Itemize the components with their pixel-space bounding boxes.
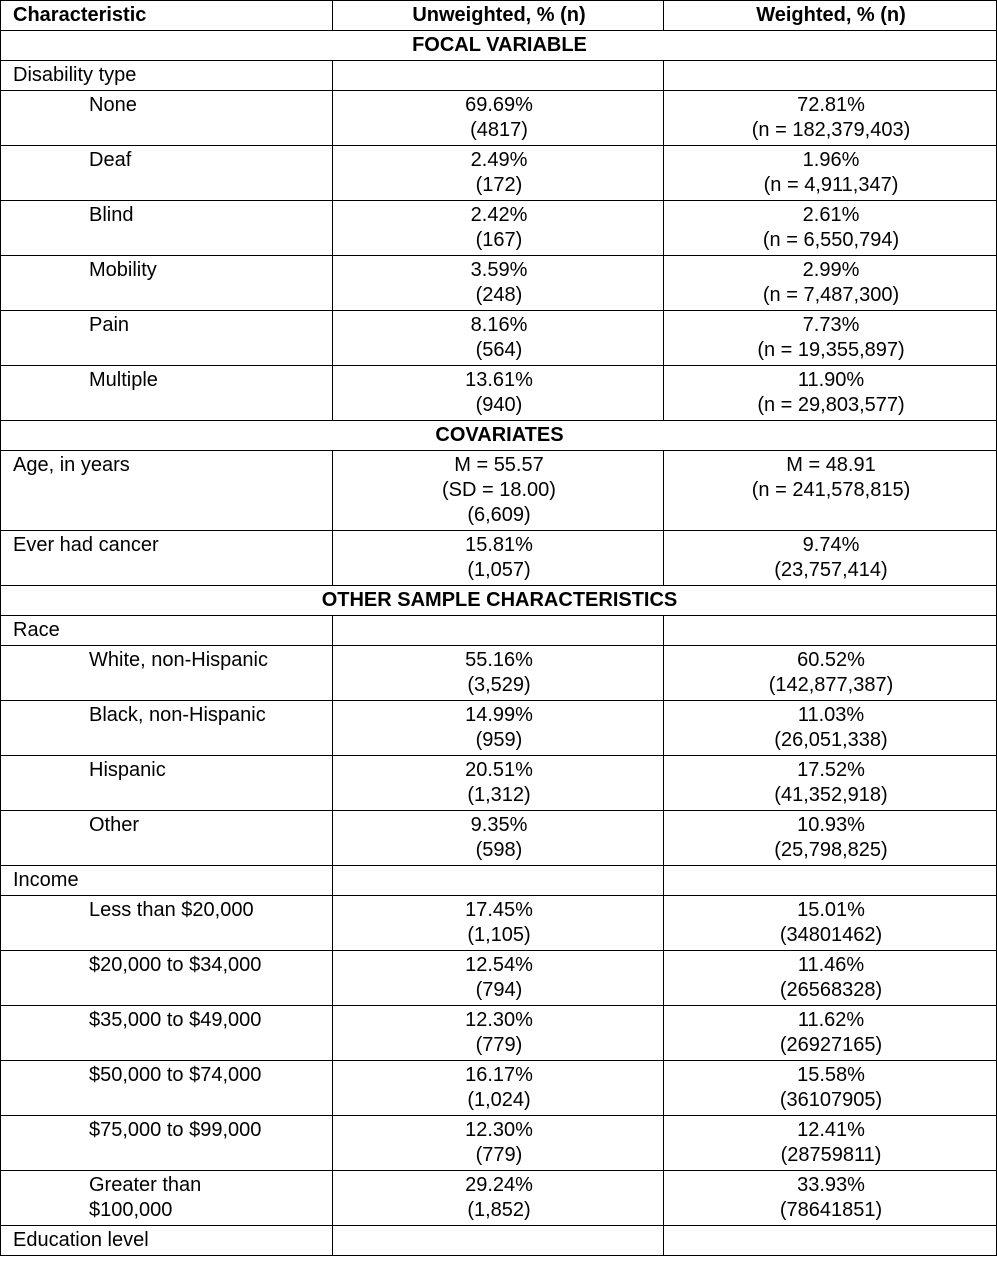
unweighted-value: 14.99% — [465, 704, 533, 726]
unweighted-cell — [333, 866, 664, 896]
unweighted-value: (1,312) — [467, 784, 531, 806]
row-label: $20,000 to $34,000 — [1, 951, 333, 1006]
unweighted-value: 12.30% — [465, 1119, 533, 1141]
weighted-cell — [664, 1061, 997, 1116]
header-characteristic: Characteristic — [1, 1, 333, 31]
weighted-value: 11.90% — [797, 369, 865, 391]
weighted-value: (n = 19,355,897) — [757, 339, 905, 361]
table-row — [1, 811, 997, 866]
weighted-cell — [664, 451, 997, 531]
weighted-cell — [664, 256, 997, 311]
weighted-cell — [664, 756, 997, 811]
unweighted-value: 69.69% — [465, 94, 533, 116]
row-label-line: Greater than — [89, 1174, 202, 1196]
unweighted-cell — [333, 896, 664, 951]
unweighted-cell — [333, 1061, 664, 1116]
unweighted-cell — [333, 1171, 664, 1226]
unweighted-value: (SD = 18.00) — [442, 479, 556, 501]
table-row — [1, 896, 997, 951]
unweighted-value: 55.16% — [465, 649, 533, 671]
row-label: Education level — [1, 1226, 333, 1256]
weighted-cell — [664, 366, 997, 421]
weighted-cell — [664, 1006, 997, 1061]
section-row — [1, 31, 997, 61]
weighted-value: (n = 6,550,794) — [762, 229, 900, 251]
group-row — [1, 866, 997, 896]
unweighted-value: M = 55.57 — [454, 454, 544, 476]
unweighted-value: 20.51% — [465, 759, 533, 781]
row-label: Multiple — [1, 366, 333, 421]
weighted-value: 7.73% — [802, 314, 860, 336]
weighted-cell — [664, 61, 997, 91]
weighted-cell — [664, 91, 997, 146]
unweighted-value: 12.54% — [465, 954, 533, 976]
weighted-value: (41,352,918) — [774, 784, 888, 806]
unweighted-cell — [333, 201, 664, 256]
row-label: Mobility — [1, 256, 333, 311]
weighted-value: (36107905) — [779, 1089, 883, 1111]
unweighted-value: 29.24% — [465, 1174, 533, 1196]
weighted-value: (25,798,825) — [774, 839, 888, 861]
section-heading: FOCAL VARIABLE — [1, 31, 997, 61]
row-label — [1, 1171, 333, 1226]
weighted-value: 2.61% — [802, 204, 860, 226]
row-label: Ever had cancer — [1, 531, 333, 586]
unweighted-cell — [333, 311, 664, 366]
weighted-value: (26568328) — [779, 979, 883, 1001]
weighted-cell — [664, 896, 997, 951]
unweighted-value: (959) — [475, 729, 523, 751]
unweighted-cell — [333, 146, 664, 201]
weighted-value: M = 48.91 — [786, 454, 876, 476]
weighted-value: 9.74% — [802, 534, 860, 556]
unweighted-value: 12.30% — [465, 1009, 533, 1031]
table-row — [1, 201, 997, 256]
group-row — [1, 616, 997, 646]
unweighted-value: (1,852) — [467, 1199, 531, 1221]
row-label: Deaf — [1, 146, 333, 201]
row-label: Less than $20,000 — [1, 896, 333, 951]
table-row — [1, 1006, 997, 1061]
weighted-cell — [664, 1116, 997, 1171]
row-label: Other — [1, 811, 333, 866]
unweighted-value: 15.81% — [465, 534, 533, 556]
unweighted-value: (598) — [475, 839, 523, 861]
row-label: Age, in years — [1, 451, 333, 531]
unweighted-cell — [333, 256, 664, 311]
weighted-value: 15.58% — [797, 1064, 865, 1086]
unweighted-cell — [333, 1006, 664, 1061]
unweighted-value: 16.17% — [465, 1064, 533, 1086]
table-row — [1, 531, 997, 586]
unweighted-value: 17.45% — [465, 899, 533, 921]
unweighted-value: (3,529) — [467, 674, 531, 696]
weighted-value: (n = 182,379,403) — [751, 119, 911, 141]
weighted-value: (23,757,414) — [774, 559, 888, 581]
row-label: Income — [1, 866, 333, 896]
weighted-value: 17.52% — [797, 759, 865, 781]
section-row — [1, 421, 997, 451]
weighted-value: 11.46% — [797, 954, 865, 976]
weighted-value: (n = 29,803,577) — [757, 394, 905, 416]
unweighted-value: 2.49% — [470, 149, 528, 171]
table-row — [1, 756, 997, 811]
header-unweighted: Unweighted, % (n) — [333, 1, 664, 31]
weighted-cell — [664, 1171, 997, 1226]
unweighted-cell — [333, 1116, 664, 1171]
row-label: Disability type — [1, 61, 333, 91]
unweighted-cell — [333, 616, 664, 646]
section-row — [1, 586, 997, 616]
unweighted-value: (1,024) — [467, 1089, 531, 1111]
row-label: Blind — [1, 201, 333, 256]
row-label: Black, non-Hispanic — [1, 701, 333, 756]
weighted-cell — [664, 646, 997, 701]
row-label: None — [1, 91, 333, 146]
weighted-value: 33.93% — [797, 1174, 865, 1196]
row-label: $35,000 to $49,000 — [1, 1006, 333, 1061]
unweighted-cell — [333, 451, 664, 531]
row-label: $75,000 to $99,000 — [1, 1116, 333, 1171]
table-row — [1, 701, 997, 756]
group-row — [1, 1226, 997, 1256]
weighted-value: (78641851) — [779, 1199, 883, 1221]
unweighted-cell — [333, 756, 664, 811]
unweighted-cell — [333, 701, 664, 756]
unweighted-cell — [333, 366, 664, 421]
table-row — [1, 646, 997, 701]
table-row — [1, 366, 997, 421]
unweighted-cell — [333, 1226, 664, 1256]
unweighted-value: (172) — [475, 174, 523, 196]
section-heading: COVARIATES — [1, 421, 997, 451]
table-row — [1, 1061, 997, 1116]
weighted-cell — [664, 201, 997, 256]
weighted-value: (26,051,338) — [774, 729, 888, 751]
unweighted-value: (940) — [475, 394, 523, 416]
unweighted-value: 13.61% — [465, 369, 533, 391]
weighted-value: (26927165) — [779, 1034, 883, 1056]
weighted-cell — [664, 531, 997, 586]
weighted-value: (n = 241,578,815) — [751, 479, 911, 501]
weighted-value: 11.03% — [797, 704, 865, 726]
table-row — [1, 451, 997, 531]
row-label: Hispanic — [1, 756, 333, 811]
unweighted-cell — [333, 646, 664, 701]
unweighted-cell — [333, 951, 664, 1006]
row-label: Pain — [1, 311, 333, 366]
weighted-cell — [664, 311, 997, 366]
unweighted-value: (167) — [475, 229, 523, 251]
weighted-cell — [664, 951, 997, 1006]
weighted-cell — [664, 866, 997, 896]
header-row — [1, 1, 997, 31]
unweighted-value: (779) — [475, 1144, 523, 1166]
weighted-cell — [664, 616, 997, 646]
row-label: White, non-Hispanic — [1, 646, 333, 701]
weighted-cell — [664, 701, 997, 756]
unweighted-value: (6,609) — [467, 504, 531, 526]
section-heading: OTHER SAMPLE CHARACTERISTICS — [1, 586, 997, 616]
weighted-value: 10.93% — [797, 814, 865, 836]
unweighted-value: (248) — [475, 284, 523, 306]
weighted-value: (142,877,387) — [768, 674, 894, 696]
table-row — [1, 256, 997, 311]
table-row — [1, 146, 997, 201]
unweighted-value: 2.42% — [470, 204, 528, 226]
weighted-value: 1.96% — [802, 149, 860, 171]
weighted-cell — [664, 1226, 997, 1256]
table-row — [1, 951, 997, 1006]
unweighted-value: 8.16% — [470, 314, 528, 336]
weighted-value: (n = 4,911,347) — [763, 174, 899, 196]
unweighted-value: 3.59% — [470, 259, 528, 281]
table-row — [1, 1171, 997, 1226]
weighted-value: 15.01% — [797, 899, 865, 921]
weighted-value: 60.52% — [797, 649, 865, 671]
weighted-value: 12.41% — [797, 1119, 865, 1141]
weighted-cell — [664, 811, 997, 866]
weighted-value: (28759811) — [780, 1144, 882, 1166]
unweighted-value: (1,057) — [467, 559, 531, 581]
unweighted-value: (794) — [475, 979, 523, 1001]
unweighted-value: (564) — [475, 339, 523, 361]
unweighted-value: (4817) — [470, 119, 528, 141]
unweighted-cell — [333, 91, 664, 146]
weighted-value: (n = 7,487,300) — [762, 284, 900, 306]
group-row — [1, 61, 997, 91]
unweighted-value: 9.35% — [470, 814, 528, 836]
header-weighted: Weighted, % (n) — [664, 1, 997, 31]
unweighted-value: (1,105) — [467, 924, 531, 946]
row-label: $50,000 to $74,000 — [1, 1061, 333, 1116]
unweighted-cell — [333, 61, 664, 91]
row-label: Race — [1, 616, 333, 646]
weighted-value: (34801462) — [779, 924, 883, 946]
weighted-value: 11.62% — [797, 1009, 865, 1031]
weighted-value: 72.81% — [797, 94, 865, 116]
table-row — [1, 91, 997, 146]
weighted-value: 2.99% — [802, 259, 860, 281]
unweighted-cell — [333, 811, 664, 866]
unweighted-cell — [333, 531, 664, 586]
table-body — [1, 31, 997, 1256]
row-label-line: $100,000 — [89, 1199, 173, 1221]
weighted-cell — [664, 146, 997, 201]
unweighted-value: (779) — [475, 1034, 523, 1056]
table-row — [1, 1116, 997, 1171]
table-row — [1, 311, 997, 366]
